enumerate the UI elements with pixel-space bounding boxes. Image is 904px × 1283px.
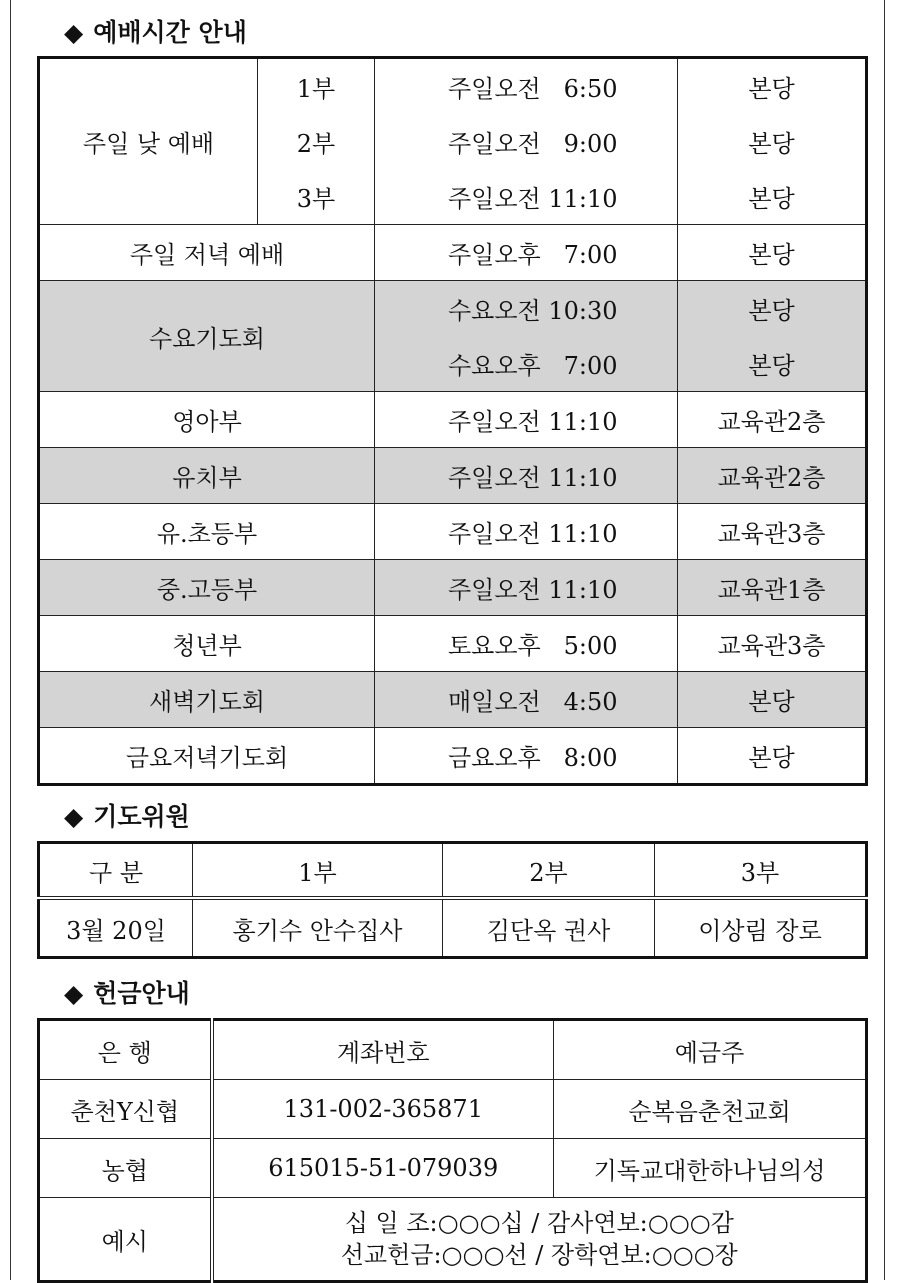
black-diamond-icon: ◆ — [64, 979, 84, 1008]
service-place: 본당 — [678, 114, 867, 169]
service-name: 주일 저녁 예배 — [39, 225, 375, 281]
offering-section-title: 헌금안내 — [93, 979, 190, 1008]
service-place: 본당 — [678, 336, 867, 392]
page-border-right — [884, 0, 885, 1280]
service-time: 주일오전 6:50 — [375, 58, 678, 115]
service-name: 영아부 — [39, 392, 375, 448]
service-place: 교육관3층 — [678, 616, 867, 672]
service-place: 본당 — [678, 728, 867, 785]
table-row — [39, 504, 867, 560]
date-cell: 3월 20일 — [39, 898, 193, 958]
column-header: 예금주 — [554, 1020, 867, 1080]
column-header: 1부 — [193, 843, 443, 899]
account-number: 131-002-365871 — [212, 1080, 554, 1139]
column-header: 계좌번호 — [212, 1020, 554, 1080]
service-name: 유.초등부 — [39, 504, 375, 560]
bank-name: 춘천Y신협 — [39, 1080, 212, 1139]
table-row — [39, 392, 867, 448]
service-place: 본당 — [678, 281, 867, 337]
table-row — [39, 281, 867, 337]
table-header-row — [39, 843, 867, 899]
account-holder: 순복음춘천교회 — [554, 1080, 867, 1139]
service-time: 주일오전 11:10 — [375, 392, 678, 448]
service-place: 교육관1층 — [678, 560, 867, 616]
service-place: 본당 — [678, 225, 867, 281]
column-header: 2부 — [443, 843, 655, 899]
black-diamond-icon: ◆ — [64, 18, 84, 47]
service-time: 매일오전 4:50 — [375, 672, 678, 728]
service-place: 본당 — [678, 672, 867, 728]
prayer-members-table — [37, 841, 868, 959]
service-place: 본당 — [678, 169, 867, 225]
example-label: 예시 — [39, 1198, 212, 1282]
member-cell: 김단옥 권사 — [443, 898, 655, 958]
table-row — [39, 1080, 867, 1139]
account-number: 615015-51-079039 — [212, 1139, 554, 1198]
offering-section-heading — [64, 977, 190, 1011]
table-row — [39, 616, 867, 672]
example-line: 십 일 조:○○○십 / 감사연보:○○○감 — [344, 1209, 734, 1237]
table-row — [39, 560, 867, 616]
service-part: 1부 — [258, 58, 375, 115]
service-place: 교육관2층 — [678, 392, 867, 448]
offering-accounts-table — [37, 1018, 868, 1283]
service-time: 금요오후 8:00 — [375, 728, 678, 785]
service-name: 청년부 — [39, 616, 375, 672]
table-row — [39, 898, 867, 958]
page-border-left — [10, 0, 11, 1280]
service-name: 새벽기도회 — [39, 672, 375, 728]
worship-section-title: 예배시간 안내 — [93, 18, 247, 47]
service-time: 주일오전 11:10 — [375, 448, 678, 504]
column-header: 구 분 — [39, 843, 193, 899]
service-part: 3부 — [258, 169, 375, 225]
service-name: 유치부 — [39, 448, 375, 504]
black-diamond-icon: ◆ — [64, 802, 84, 831]
column-header: 은 행 — [39, 1020, 212, 1080]
service-name: 금요저녁기도회 — [39, 728, 375, 785]
table-row — [39, 58, 867, 115]
table-header-row — [39, 1020, 867, 1080]
table-row — [39, 448, 867, 504]
service-place: 교육관2층 — [678, 448, 867, 504]
service-place: 본당 — [678, 58, 867, 115]
column-header: 3부 — [655, 843, 867, 899]
example-text — [212, 1198, 867, 1282]
table-row — [39, 1198, 867, 1282]
member-cell: 이상림 장로 — [655, 898, 867, 958]
service-time: 주일오후 7:00 — [375, 225, 678, 281]
service-time: 주일오전 11:10 — [375, 169, 678, 225]
bank-name: 농협 — [39, 1139, 212, 1198]
service-name: 주일 낮 예배 — [39, 58, 258, 225]
service-place: 교육관3층 — [678, 504, 867, 560]
member-cell: 홍기수 안수집사 — [193, 898, 443, 958]
worship-schedule-table — [37, 56, 868, 786]
example-line: 선교헌금:○○○선 / 장학연보:○○○장 — [340, 1241, 738, 1269]
table-row — [39, 672, 867, 728]
service-time: 주일오전 9:00 — [375, 114, 678, 169]
account-holder: 기독교대한하나님의성 — [554, 1139, 867, 1198]
service-time: 수요오후 7:00 — [375, 336, 678, 392]
service-part: 2부 — [258, 114, 375, 169]
prayer-section-heading — [64, 800, 190, 834]
service-time: 수요오전 10:30 — [375, 281, 678, 337]
service-time: 토요오후 5:00 — [375, 616, 678, 672]
service-time: 주일오전 11:10 — [375, 560, 678, 616]
table-row — [39, 728, 867, 785]
service-time: 주일오전 11:10 — [375, 504, 678, 560]
worship-section-heading — [64, 16, 247, 50]
table-row — [39, 225, 867, 281]
service-name: 수요기도회 — [39, 281, 375, 392]
service-name: 중.고등부 — [39, 560, 375, 616]
prayer-section-title: 기도위원 — [93, 802, 190, 831]
table-row — [39, 1139, 867, 1198]
